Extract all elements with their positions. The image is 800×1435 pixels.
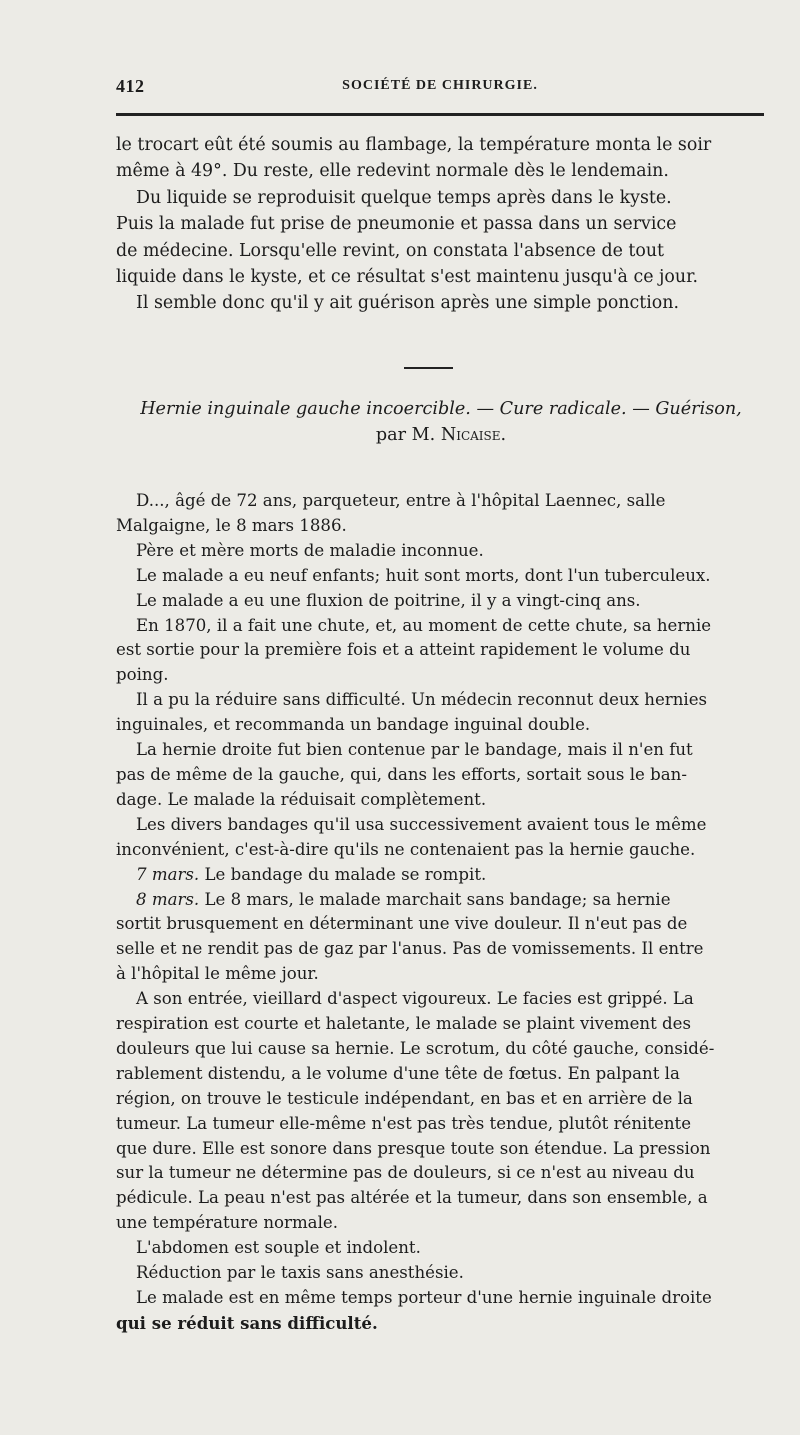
text-line: selle et ne rendit pas de gaz par l'anus. Pas de vomissements. Il entre xyxy=(116,939,704,959)
text-line: sortit brusquement en déterminant une vive douleur. Il n'eut pas de xyxy=(116,914,688,934)
text-line xyxy=(116,863,766,888)
text-line: rablement distendu, a le volume d'une tête de fœtus. En palpant la xyxy=(116,1063,680,1083)
text-line: sur la tumeur ne détermine pas de douleurs, si ce n'est au niveau du xyxy=(116,1163,695,1183)
text-line: D..., âgé de 72 ans, parqueteur, entre à l'hôpital Laennec, salle xyxy=(136,491,666,510)
text-line: est sortie pour la première fois et a atteint rapidement le volume du xyxy=(116,640,691,660)
byline-prefix: par M. xyxy=(375,425,436,445)
text-line: pédicule. La peau n'est pas altérée et la tumeur, dans son ensemble, a xyxy=(116,1188,708,1208)
text-line: Du liquide se reproduisit quelque temps après dans le kyste. xyxy=(136,187,672,208)
text-line: Il a pu la réduire sans difficulté. Un médecin reconnut deux hernies xyxy=(136,690,708,710)
text-line: Réduction par le taxis sans anesthésie. xyxy=(136,1263,464,1283)
text-line: liquide dans le kyste, et ce résultat s'est maintenu jusqu'à ce jour. xyxy=(116,267,699,288)
text-line: Il semble donc qu'il y ait guérison après une simple ponction. xyxy=(136,293,679,314)
text-line: Père et mère morts de maladie inconnue. xyxy=(136,540,484,560)
article-title-text: Hernie inguinale gauche incoercible. — Cure radicale. — Guérison, xyxy=(140,399,742,419)
date-label: 7 mars. xyxy=(136,864,200,884)
text-line: Les divers bandages qu'il usa successivement avaient tous le même xyxy=(136,814,707,834)
page-number: 412 xyxy=(116,76,145,96)
text-run: Le 8 mars, le malade marchait sans bandage; sa hernie xyxy=(199,889,671,909)
text-line: tumeur. La tumeur elle-même n'est pas très tendue, plutôt rénitente xyxy=(116,1113,692,1133)
article-byline xyxy=(116,422,766,448)
text-line: pas de même de la gauche, qui, dans les efforts, sortait sous le ban- xyxy=(116,764,687,784)
page-header xyxy=(116,76,764,100)
text-line: La hernie droite fut bien contenue par le bandage, mais il n'en fut xyxy=(136,740,693,760)
article-title xyxy=(116,396,766,448)
previous-article-ending xyxy=(116,132,766,317)
text-line: poing. xyxy=(116,665,169,685)
text-line: inconvénient, c'est-à-dire qu'ils ne contenaient pas la hernie gauche. xyxy=(116,839,696,859)
case-report-body xyxy=(116,489,766,1336)
text-line: Malgaigne, le 8 mars 1886. xyxy=(116,515,347,535)
text-line: dage. Le malade la réduisait complètement. xyxy=(116,789,487,809)
text-line: à l'hôpital le même jour. xyxy=(116,964,319,984)
text-line xyxy=(116,888,766,913)
text-line: région, on trouve le testicule indépendant, en bas et en arrière de la xyxy=(116,1088,693,1108)
text-line: que dure. Elle est sonore dans presque toute son étendue. La pression xyxy=(116,1138,711,1158)
running-head: SOCIÉTÉ DE CHIRURGIE. xyxy=(342,78,538,93)
text-line: Le malade a eu neuf enfants; huit sont morts, dont l'un tuberculeux. xyxy=(136,565,711,585)
text-line: En 1870, il a fait une chute, et, au moment de cette chute, sa hernie xyxy=(136,615,712,635)
author-name: Nicaise. xyxy=(440,425,507,445)
text-line: Le malade est en même temps porteur d'une hernie inguinale droite xyxy=(136,1288,712,1307)
text-line: même à 49°. Du reste, elle redevint normale dès le lendemain. xyxy=(116,161,669,182)
text-line: A son entrée, vieillard d'aspect vigoureux. Le facies est grippé. La xyxy=(136,989,694,1009)
text-line: Le malade a eu une fluxion de poitrine, il y a vingt-cinq ans. xyxy=(136,590,641,610)
date-label: 8 mars. xyxy=(136,889,200,909)
section-divider xyxy=(404,367,453,369)
text-line: le trocart eût été soumis au flambage, la température monta le soir xyxy=(116,135,712,155)
text-run: Le bandage du malade se rompit. xyxy=(199,864,487,884)
text-line: L'abdomen est souple et indolent. xyxy=(136,1238,421,1258)
text-line: de médecine. Lorsqu'elle revint, on constata l'absence de tout xyxy=(116,240,665,261)
text-line: douleurs que lui cause sa hernie. Le scrotum, du côté gauche, considé- xyxy=(116,1038,715,1058)
text-line: Puis la malade fut prise de pneumonie et passa dans un service xyxy=(116,214,677,235)
text-line: inguinales, et recommanda un bandage inguinal double. xyxy=(116,715,591,735)
text-line: respiration est courte et haletante, le malade se plaint vivement des xyxy=(116,1014,691,1034)
header-rule xyxy=(116,113,764,116)
text-line: une température normale. xyxy=(116,1213,338,1233)
text-line: qui se réduit sans difficulté. xyxy=(116,1312,378,1333)
